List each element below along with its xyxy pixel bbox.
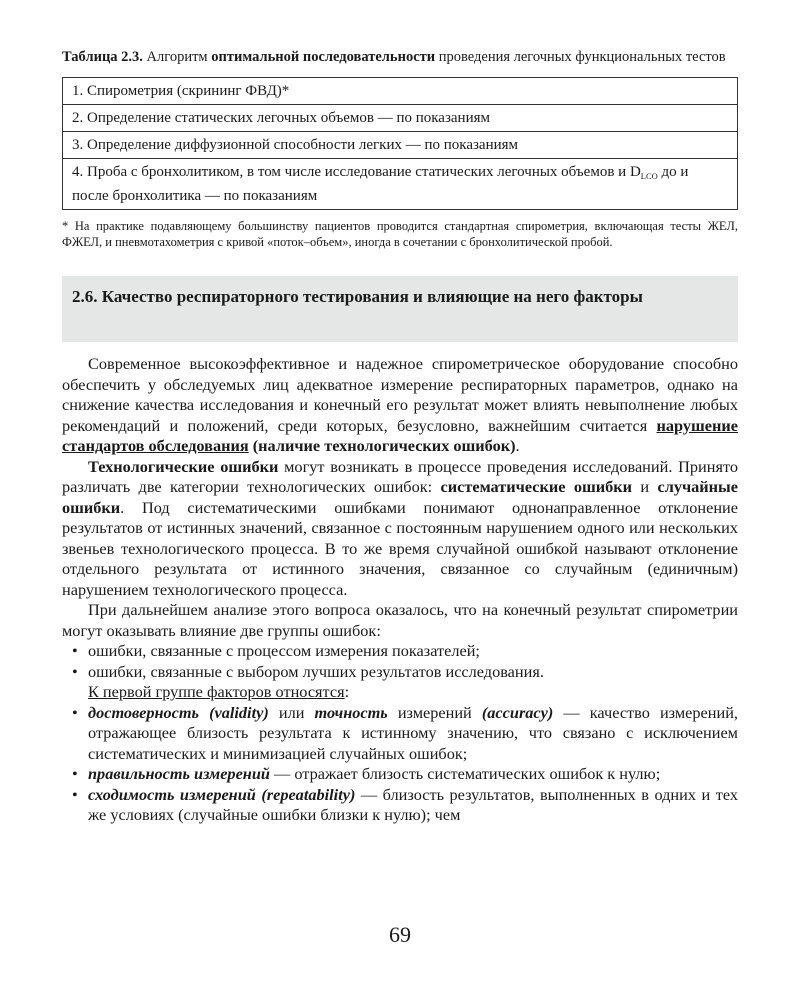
p2-bold-2: систематические ошибки xyxy=(440,477,633,496)
paragraph: При дальнейшем анализе этого вопроса оказалось, что на конечный результат спирометрии могут оказывать влияние две группы ошибок: xyxy=(62,600,738,640)
p2-text-1: могут возникать в процессе проведения исследований. Принято различать две категории технологических ошибок: xyxy=(62,456,738,496)
table-row xyxy=(63,78,738,105)
section-heading-box xyxy=(62,276,738,342)
page-number: 69 xyxy=(389,922,411,947)
table-cell: 2. Определение статических легочных объемов — по показаниям xyxy=(63,105,738,132)
caption-label: Таблица 2.3. xyxy=(62,49,143,65)
list-item xyxy=(62,662,738,683)
caption-text-post: проведения легочных функциональных тестов xyxy=(435,49,726,65)
bullet-icon: • xyxy=(72,784,78,804)
first-group-label: К первой группе факторов относятся xyxy=(88,682,345,701)
table-cell: 3. Определение диффузионной способности легких — по показаниям xyxy=(63,132,738,159)
f3-term: сходимость измерений (repeatability) xyxy=(88,784,356,804)
bullet-icon: • xyxy=(72,764,78,783)
p1-underlined: нарушение стандартов обследования xyxy=(62,415,738,455)
list-item xyxy=(62,764,738,785)
f1-text-2: измерений xyxy=(387,702,482,722)
p1-text: Современное высокоэффективное и надежное спирометрическое оборудование способно обеспечить у обследуемых лиц адекватное измерение респираторных параметров, однако на снижение качества исследования и конечный его результат может влиять невыполнение любых рекомендаций и положений, среди которых, безусловно, важнейшим считается xyxy=(62,354,738,435)
row4-text-b: до и после бронхолитика — по показаниям xyxy=(72,164,689,204)
f1-term-1: достоверность (validity) xyxy=(88,702,269,722)
f1-term-2: точность xyxy=(314,702,388,722)
row4-text-a: 4. Проба с бронхолитиком, в том числе исследование статических легочных объемов и D xyxy=(72,164,641,180)
list-item xyxy=(62,641,738,662)
f1-text-3: — качество измерений, отражающее близость результата к истинному значению, что связано с исключением систематических и минимизацией случайных ошибок; xyxy=(88,702,738,763)
caption-bold: оптимальной последовательности xyxy=(211,49,436,65)
f2-text: — отражает близость систематических ошибок к нулю; xyxy=(269,764,661,783)
algorithm-table xyxy=(62,77,738,210)
bullet-icon: • xyxy=(72,641,78,660)
paragraph xyxy=(62,682,738,703)
p2-bold-3: случайные ошибки xyxy=(62,477,738,517)
table-caption xyxy=(62,48,738,67)
table-cell xyxy=(63,159,738,210)
list-item xyxy=(62,785,738,826)
p2-bold-1: Технологические ошибки xyxy=(88,456,279,476)
page-content xyxy=(62,48,738,826)
paragraph xyxy=(62,354,738,457)
table-row xyxy=(63,159,738,210)
table-row xyxy=(63,105,738,132)
table-cell: 1. Спирометрия (скрининг ФВД)* xyxy=(63,78,738,105)
row4-subscript: LCO xyxy=(640,171,658,181)
f1-term-3: (accuracy) xyxy=(481,702,554,722)
first-group-colon: : xyxy=(344,682,350,701)
table-footnote: * На практике подавляющему большинству пациентов проводится стандартная спирометрия, включающая тесты ЖЕЛ, ФЖЕЛ, и пневмотахометрия с кривой «поток–объем», иногда в сочетании с бронхолитической пробой. xyxy=(62,219,738,249)
paragraph xyxy=(62,457,738,601)
error-groups-list xyxy=(62,641,738,682)
p2-text-2: и xyxy=(632,477,658,496)
bullet-icon: • xyxy=(72,702,78,722)
bullet-icon: • xyxy=(72,661,78,681)
section-heading: 2.6. Качество респираторного тестирования и влияющие на него факторы xyxy=(72,287,643,306)
table-row xyxy=(63,132,738,159)
p1-paren: (наличие технологических ошибок) xyxy=(248,436,516,455)
list-item-text: ошибки, связанные с выбором лучших результатов исследования. xyxy=(88,661,544,681)
f2-term: правильность измерений xyxy=(88,764,270,783)
p2-text-3: . Под систематическими ошибками понимают однонаправленное отклонение результатов от истинных значений, связанное с постоянным нарушением одного или нескольких звеньев технологического процесса. В то же время случайной ошибкой называют отклонение отдельного результата от истинного значения, связанное со случайным (единичным) нарушением технологического процесса. xyxy=(62,497,738,599)
p1-end: . xyxy=(515,436,520,455)
list-item-text: ошибки, связанные с процессом измерения показателей; xyxy=(88,641,480,660)
f1-text-1: или xyxy=(268,702,315,722)
list-item xyxy=(62,703,738,765)
body-text xyxy=(62,354,738,826)
f3-text: — близость результатов, выполненных в одних и тех же условиях (случайные ошибки близки к нулю); чем xyxy=(88,784,738,824)
factors-list xyxy=(62,703,738,826)
caption-text-pre: Алгоритм xyxy=(142,49,212,65)
